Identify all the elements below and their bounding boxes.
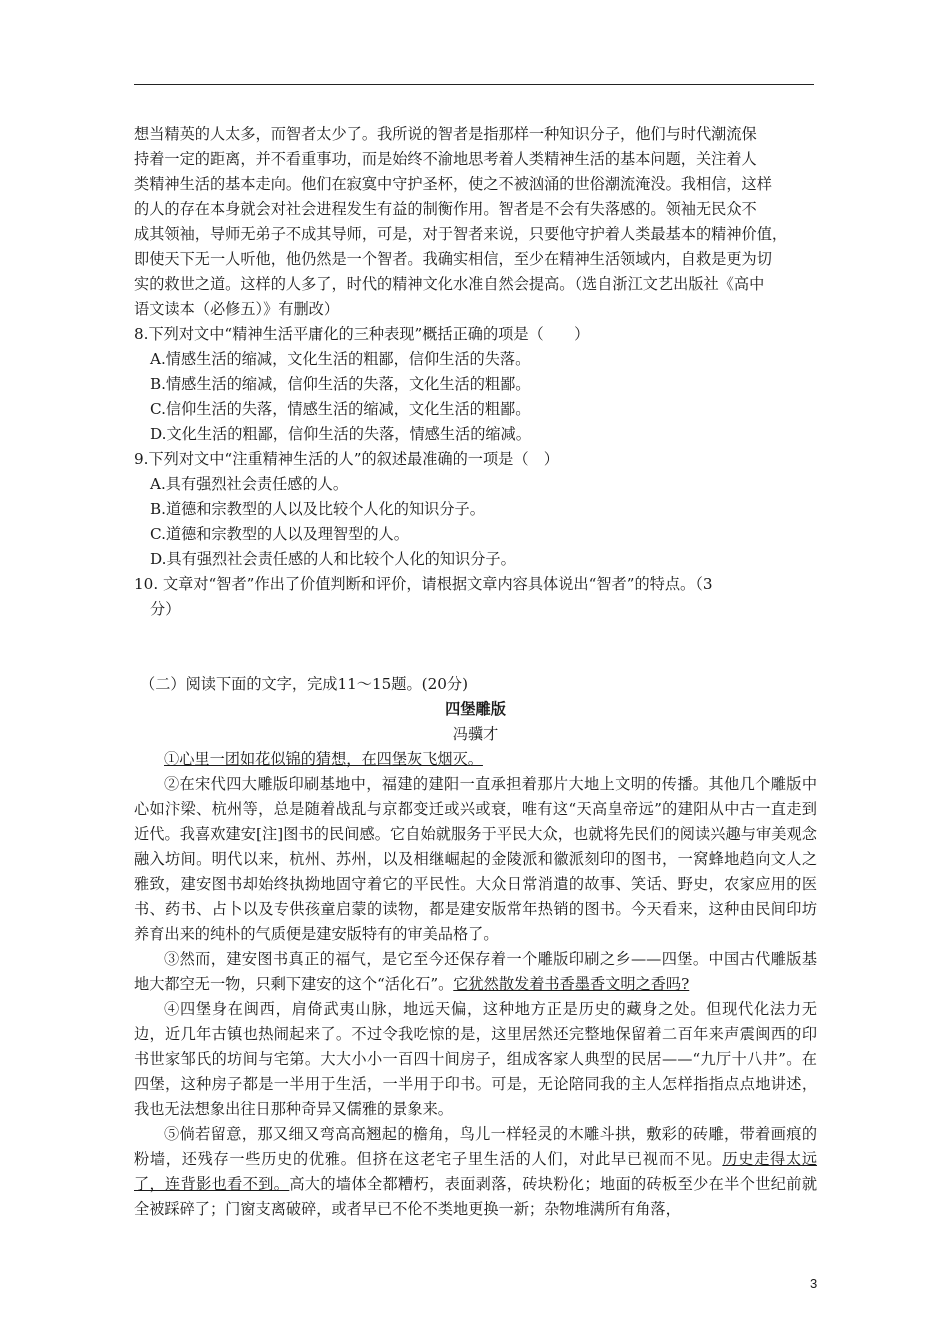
paragraph-5-text-b: 高大的墙体全都糟朽，表面剥落，砖块粉化；地面的砖板至少在半个世纪前就全被踩碎了；门窗支离破碎，或者早已不伦不类地更换一新；杂物堆满所有角落， [134, 1175, 818, 1218]
underlined-sentence: ①心里一团如花似锦的猜想，在四堡灰飞烟灭。 [164, 750, 483, 768]
paragraph-3-text: ③然而，建安图书真正的福气，是它至今还保存着一个雕版印刷之乡——四堡。中国古代雕版基地大都空无一物，只剩下建安的这个“活化石”。 [134, 950, 817, 993]
question-9-option-c: C.道德和宗教型的人以及理智型的人。 [150, 525, 409, 543]
underlined-sentence: 它犹然散发着书香墨香文明之香吗? [453, 975, 690, 993]
question-9-option-d: D.具有强烈社会责任感的人和比较个人化的知识分子。 [150, 550, 516, 568]
question-8-option-a: A.情感生活的缩减，文化生活的粗鄙，信仰生活的失落。 [150, 350, 531, 368]
passage-line: 想当精英的人太多，而智者太少了。我所说的智者是指那样一种知识分子，他们与时代潮流保 [134, 125, 757, 143]
question-8-option-d: D.文化生活的粗鄙，信仰生活的失落，情感生活的缩减。 [150, 425, 531, 443]
spacer [134, 622, 817, 672]
passage-line: 类精神生活的基本走向。他们在寂寞中守护圣杯，使之不被汹涌的世俗潮流淹没。我相信，这样 [134, 175, 772, 193]
passage-line: 即使天下无一人听他，他仍然是一个智者。我确实相信，至少在精神生活领域内，自救是更为切 [134, 250, 772, 268]
section-2-intro: （二）阅读下面的文字，完成11～15题。(20分) [140, 675, 469, 693]
paragraph-3 [134, 947, 817, 997]
question-9-option-b: B.道德和宗教型的人以及比较个人化的知识分子。 [150, 500, 485, 518]
passage-line: 实的救世之道。这样的人多了，时代的精神文化水准自然会提高。（选自浙江文艺出版社《高中 [134, 275, 765, 293]
question-10-line2: 分） [150, 600, 181, 618]
passage-line: 成其领袖，导师无弟子不成其导师，可是，对于智者来说，只要他守护着人类最基本的精神价值， [134, 225, 788, 243]
question-9-stem: 9.下列对文中“注重精神生活的人”的叙述最准确的一项是（ ） [134, 450, 559, 468]
header-rule [134, 84, 814, 85]
underlined-sentence: 历史走得太远了，连背影也看不到。 [134, 1150, 818, 1193]
paragraph-1 [134, 747, 817, 772]
paragraph-5 [134, 1122, 817, 1222]
passage-line: 的人的存在本身就会对社会进程发生有益的制衡作用。智者是不会有失落感的。领袖无民众不 [134, 200, 757, 218]
question-8-stem: 8.下列对文中“精神生活平庸化的三种表现”概括正确的项是（ ） [134, 325, 590, 343]
passage-line: 持着一定的距离，并不看重事功，而是始终不渝地思考着人类精神生活的基本问题，关注着人 [134, 150, 757, 168]
passage-line: 语文读本（必修五）》有删改） [134, 300, 340, 318]
article-author: 冯骥才 [452, 725, 499, 743]
question-8-option-c: C.信仰生活的失落，情感生活的缩减，文化生活的粗鄙。 [150, 400, 531, 418]
question-10-line1: 10. 文章对“智者”作出了价值判断和评价，请根据文章内容具体说出“智者”的特点。（3 [134, 575, 713, 593]
page-content [134, 122, 817, 1222]
paragraph-2: ②在宋代四大雕版印刷基地中，福建的建阳一直承担着那片大地上文明的传播。其他几个雕版中心如汴梁、杭州等，总是随着战乱与京都变迁或兴或衰，唯有这“天高皇帝远”的建阳从中古一直走到近代。我喜欢建安[注]图书的民间感。它自始就服务于平民大众，也就将先民们的阅读兴趣与审美观念融入坊间。明代以来，杭州、苏州，以及相继崛起的金陵派和徽派刻印的图书，一窝蜂地趋向文人之雅致，建安图书却始终执拗地固守着它的平民性。大众日常消遣的故事、笑话、野史，农家应用的医书、药书、占卜以及专供孩童启蒙的读物，都是建安版常年热销的图书。今天看来，这种由民间印坊养育出来的纯朴的气质便是建安版特有的审美品格了。 [134, 775, 817, 943]
paragraph-5-text-a: ⑤倘若留意，那又细又弯高高翘起的檐角，鸟儿一样轻灵的木雕斗拱，敷彩的砖雕，带着画痕的粉墙，还残存一些历史的优雅。但挤在这老宅子里生活的人们，对此早已视而不见。 [134, 1125, 817, 1168]
article-title: 四堡雕版 [445, 700, 506, 718]
paragraph-4: ④四堡身在闽西，肩倚武夷山脉，地远天偏，这种地方正是历史的藏身之处。但现代化法力无边，近几年古镇也热闹起来了。不过令我吃惊的是，这里居然还完整地保留着二百年来声震闽西的印书世家邹氏的坊间与宅第。大大小小一百四十间房子，组成客家人典型的民居——“九厅十八井”。在四堡，这种房子都是一半用于生活，一半用于印书。可是，无论陪同我的主人怎样指指点点地讲述，我也无法想象出往日那种奇异又儒雅的景象来。 [134, 1000, 817, 1118]
question-8-option-b: B.情感生活的缩减，信仰生活的失落，文化生活的粗鄙。 [150, 375, 531, 393]
question-9-option-a: A.具有强烈社会责任感的人。 [150, 475, 349, 493]
page-number: 3 [810, 1276, 818, 1291]
